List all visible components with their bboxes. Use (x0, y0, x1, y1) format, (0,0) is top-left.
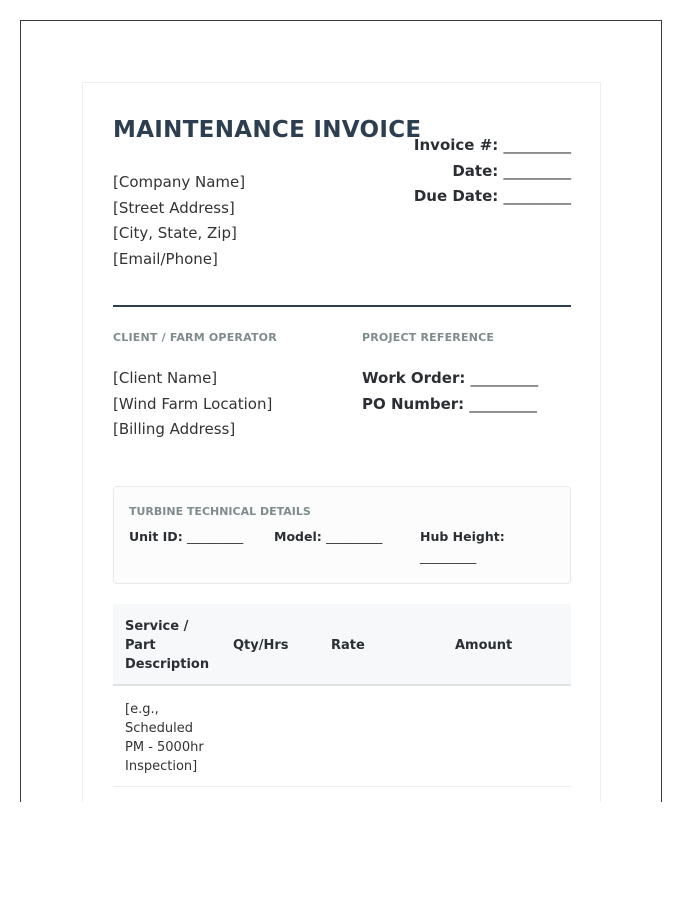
invoice-number-label: Invoice #: (413, 136, 499, 154)
po-number-label: PO Number: (362, 394, 465, 413)
table-row (113, 686, 571, 787)
invoice-date-label: Date: (452, 161, 499, 180)
due-date-row (311, 184, 571, 210)
invoice-number-field[interactable]: _________ (503, 136, 571, 154)
client-block (113, 366, 272, 443)
header-description-line: Description (125, 657, 210, 672)
description-line: Scheduled (125, 721, 193, 736)
unit-id-field[interactable]: _________ (187, 529, 244, 544)
due-date-label: Due Date: (413, 187, 499, 205)
model-row (274, 527, 382, 547)
model-field[interactable]: _________ (326, 529, 383, 544)
project-heading: PROJECT REFERENCE (362, 331, 495, 344)
turbine-details-box (113, 486, 571, 584)
invoice-title: MAINTENANCE INVOICE (113, 117, 422, 143)
row-description[interactable] (125, 700, 204, 776)
header-qty: Qty/Hrs (233, 638, 289, 653)
company-contact: [Email/Phone] (113, 249, 218, 268)
po-number-row (362, 392, 538, 418)
invoice-date-row (311, 159, 571, 185)
hub-height-row (420, 527, 530, 567)
description-line: PM - 5000hr (125, 740, 204, 755)
header-divider (113, 305, 571, 307)
client-heading: CLIENT / FARM OPERATOR (113, 331, 277, 344)
description-line: [e.g., (125, 702, 159, 717)
description-line: Inspection] (125, 759, 198, 774)
unit-id-row (129, 527, 243, 547)
unit-id-label: Unit ID: (129, 529, 183, 544)
invoice-page (82, 82, 601, 802)
company-name: [Company Name] (113, 173, 246, 191)
header-description-line: Service / (125, 619, 189, 634)
project-block (362, 366, 538, 417)
po-number-field[interactable]: _________ (469, 394, 537, 413)
work-order-field[interactable]: _________ (470, 369, 539, 387)
company-street: [Street Address] (113, 198, 235, 217)
client-name: [Client Name] (113, 369, 218, 387)
due-date-field[interactable]: _________ (503, 187, 571, 205)
hub-height-label: Hub Height: (420, 529, 505, 544)
line-items-table (113, 604, 571, 787)
model-label: Model: (274, 529, 322, 544)
header-description-line: Part (125, 638, 156, 653)
work-order-row (362, 366, 538, 392)
turbine-details-heading: TURBINE TECHNICAL DETAILS (129, 505, 311, 518)
billing-address: [Billing Address] (113, 420, 236, 438)
hub-height-field[interactable]: _________ (420, 549, 477, 564)
wind-farm-location: [Wind Farm Location] (113, 394, 273, 413)
document-viewport (20, 20, 662, 802)
invoice-date-field[interactable]: _________ (503, 161, 571, 180)
invoice-meta (311, 133, 571, 210)
header-description (125, 617, 209, 674)
header-rate: Rate (331, 638, 365, 653)
work-order-label: Work Order: (362, 369, 466, 387)
company-city: [City, State, Zip] (113, 224, 237, 242)
table-header (113, 604, 571, 686)
header-amount: Amount (455, 638, 513, 653)
invoice-number-row (311, 133, 571, 159)
